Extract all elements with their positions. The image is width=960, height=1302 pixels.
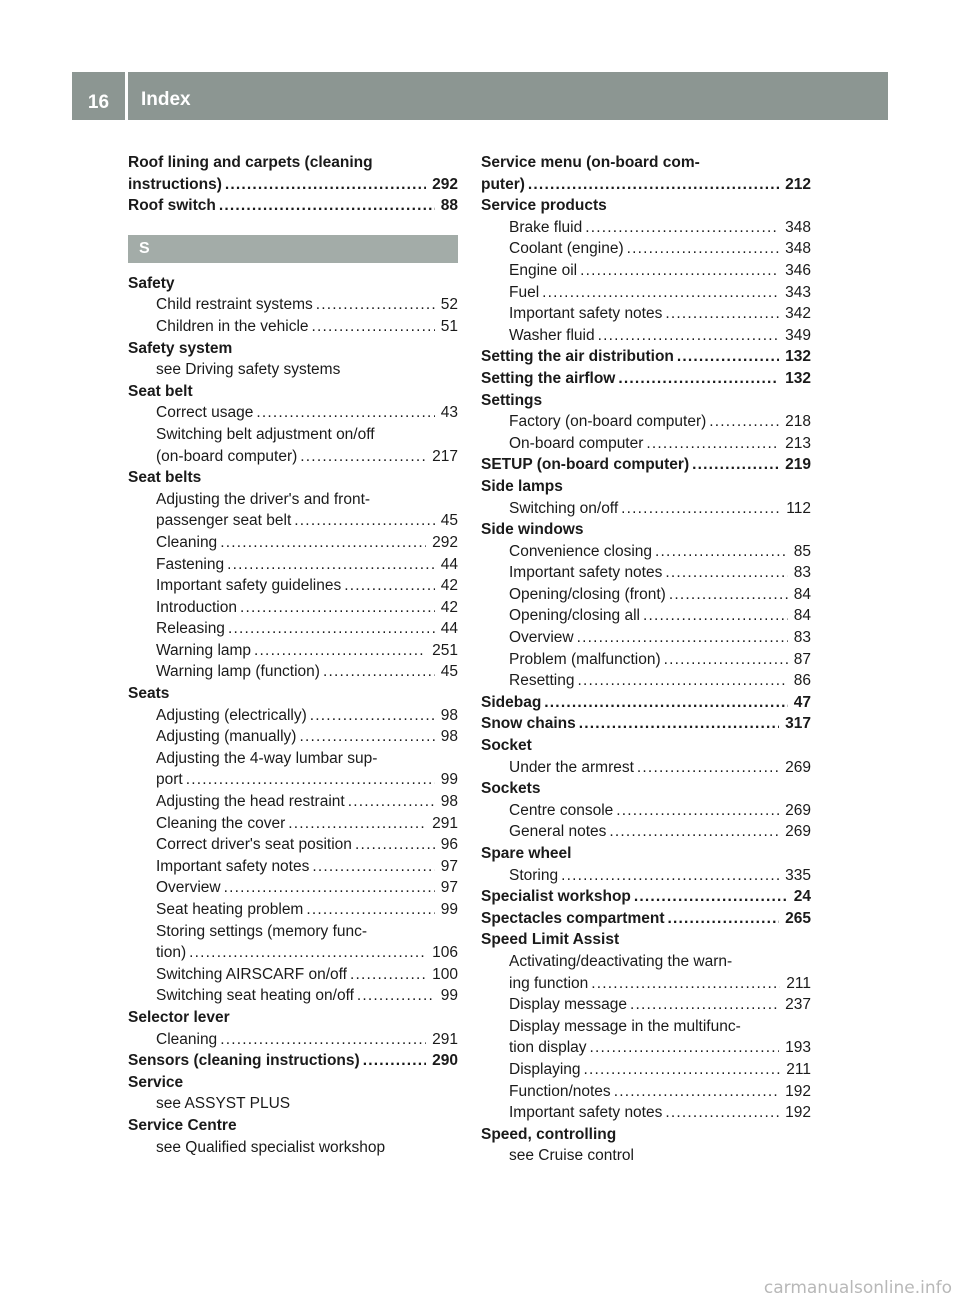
dot-leader: [614, 1081, 779, 1103]
section-letter-bar: S: [128, 235, 458, 263]
entry-text: Opening/closing (front): [509, 585, 666, 603]
page-ref[interactable]: 98: [440, 793, 458, 811]
dot-leader: [306, 899, 434, 921]
index-heading: [481, 454, 811, 476]
entry-text: Correct usage: [156, 404, 254, 422]
index-heading: [128, 195, 458, 217]
dot-leader: [344, 575, 435, 597]
dot-leader: [677, 346, 779, 368]
entry-text: ing function: [509, 974, 589, 992]
dot-leader: [591, 973, 780, 995]
entry-text: Opening/closing all: [509, 607, 640, 625]
entry-text: Important safety notes: [509, 305, 663, 323]
dot-leader: [316, 294, 435, 316]
page-ref[interactable]: 346: [785, 261, 811, 279]
index-subentry: [481, 670, 811, 692]
dot-leader: [630, 994, 779, 1016]
page-title: Index: [128, 72, 888, 120]
entry-text: (on-board computer): [156, 447, 298, 465]
index-heading: Side lamps: [481, 477, 563, 495]
page-ref[interactable]: 42: [440, 577, 458, 595]
entry-text: Brake fluid: [509, 218, 583, 236]
index-subentry: [128, 791, 458, 813]
dot-leader: [544, 692, 787, 714]
index-heading: Sockets: [481, 780, 541, 798]
entry-text: Problem (malfunction): [509, 650, 661, 668]
index-list-top: [128, 152, 458, 217]
index-subentry: see Qualified specialist workshop: [156, 1138, 386, 1156]
page-ref[interactable]: 83: [793, 629, 811, 647]
page-ref[interactable]: 44: [440, 555, 458, 573]
index-subentry: [481, 605, 811, 627]
entry-text: Factory (on-board computer): [509, 413, 707, 431]
page-ref[interactable]: 269: [785, 758, 811, 776]
entry-text: Warning lamp (function): [156, 663, 320, 681]
page-ref[interactable]: 348: [785, 218, 811, 236]
page-ref[interactable]: 291: [432, 1030, 458, 1048]
page-ref[interactable]: 269: [785, 801, 811, 819]
dot-leader: [363, 1050, 426, 1072]
index-heading: Side windows: [481, 521, 584, 539]
index-heading: Roof lining and carpets (cleaning: [128, 154, 373, 171]
index-heading: Safety: [128, 274, 175, 292]
page-ref[interactable]: 237: [785, 996, 811, 1014]
entry-text: Cleaning: [156, 533, 218, 551]
dot-leader: [580, 260, 779, 282]
page-ref[interactable]: 88: [440, 197, 458, 215]
index-subentry: [128, 813, 458, 835]
index-subentry: see ASSYST PLUS: [156, 1095, 291, 1113]
page-ref[interactable]: 44: [440, 620, 458, 638]
dot-leader: [300, 446, 426, 468]
index-subentry: [481, 1081, 811, 1103]
page-ref[interactable]: 192: [785, 1104, 811, 1122]
index-subentry: [481, 584, 811, 606]
page-ref[interactable]: 290: [432, 1052, 458, 1070]
page-ref[interactable]: 211: [786, 974, 811, 992]
index-subentry: [481, 411, 811, 433]
index-heading: [481, 174, 811, 196]
entry-text: Resetting: [509, 672, 575, 690]
page-ref[interactable]: 45: [440, 663, 458, 681]
dot-leader: [590, 1037, 780, 1059]
index-subentry: Activating/deactivating the warn-: [509, 952, 733, 970]
entry-text: Sensors (cleaning instructions): [128, 1052, 360, 1070]
index-subentry: [481, 498, 811, 520]
dot-leader: [350, 964, 426, 986]
page-ref[interactable]: 24: [793, 888, 811, 906]
dot-leader: [665, 562, 787, 584]
entry-text: Convenience closing: [509, 542, 653, 560]
entry-text: Adjusting the head restraint: [156, 793, 345, 811]
dot-leader: [220, 532, 426, 554]
index-subentry: [481, 627, 811, 649]
entry-text: Setting the airflow: [481, 369, 616, 387]
dot-leader: [288, 813, 426, 835]
entry-text: Spectacles compartment: [481, 909, 665, 927]
entry-text: Releasing: [156, 620, 225, 638]
page-ref[interactable]: 112: [786, 499, 811, 517]
entry-text: Introduction: [156, 598, 237, 616]
entry-text: Specialist workshop: [481, 888, 631, 906]
entry-text: Roof switch: [128, 197, 216, 215]
page-ref[interactable]: 99: [440, 987, 458, 1005]
index-subentry: [481, 433, 811, 455]
index-heading: [128, 174, 458, 196]
page-ref[interactable]: 98: [440, 706, 458, 724]
entry-text: Children in the vehicle: [156, 317, 309, 335]
index-subentry: Adjusting the driver's and front-: [156, 490, 371, 508]
dot-leader: [643, 605, 788, 627]
index-subentry: [128, 661, 458, 683]
entry-text: port: [156, 771, 183, 789]
index-heading: [481, 713, 811, 735]
index-subentry: [128, 402, 458, 424]
entry-text: Seat heating problem: [156, 901, 304, 918]
index-heading: [481, 346, 811, 368]
index-subentry: Adjusting the 4-way lumbar sup-: [156, 749, 378, 767]
dot-leader: [254, 640, 426, 662]
index-subentry: [128, 834, 458, 856]
page-ref[interactable]: 84: [793, 585, 811, 603]
page-ref[interactable]: 211: [786, 1060, 811, 1078]
index-subentry: [128, 985, 458, 1007]
entry-text: Important safety guidelines: [156, 577, 342, 595]
entry-text: Snow chains: [481, 715, 576, 733]
page-ref[interactable]: 98: [440, 728, 458, 746]
entry-text: On-board computer: [509, 434, 644, 452]
entry-text: Important safety notes: [156, 857, 310, 875]
entry-text: Storing: [509, 866, 559, 884]
index-heading: Seats: [128, 685, 170, 703]
entry-text: Adjusting (electrically): [156, 706, 307, 724]
index-subentry: [128, 554, 458, 576]
entry-text: General notes: [509, 823, 607, 841]
dot-leader: [584, 1059, 781, 1081]
entry-text: Switching on/off: [509, 499, 619, 517]
page-ref[interactable]: 192: [785, 1082, 811, 1100]
index-subentry: [481, 541, 811, 563]
index-subentry: Switching belt adjustment on/off: [156, 425, 375, 443]
entry-text: Warning lamp: [156, 641, 252, 659]
index-subentry: [128, 1029, 458, 1051]
index-heading: Socket: [481, 737, 532, 755]
dot-leader: [669, 584, 788, 606]
dot-leader: [665, 303, 779, 325]
entry-text: puter): [481, 175, 525, 193]
page-ref[interactable]: 251: [432, 641, 458, 659]
dot-leader: [256, 402, 434, 424]
index-subentry: [481, 238, 811, 260]
index-subentry: [481, 821, 811, 843]
entry-text: Switching AIRSCARF on/off: [156, 965, 347, 983]
page-ref[interactable]: 132: [785, 348, 811, 366]
dot-leader: [240, 597, 435, 619]
entry-text: Function/notes: [509, 1082, 611, 1100]
index-subentry: [128, 769, 458, 791]
page-ref[interactable]: 86: [793, 672, 811, 690]
entry-text: instructions): [128, 175, 222, 193]
page-ref[interactable]: 43: [440, 404, 458, 422]
index-subentry: [128, 640, 458, 662]
entry-text: Adjusting (manually): [156, 728, 297, 746]
page-ref[interactable]: 42: [440, 598, 458, 616]
index-subentry: [128, 532, 458, 554]
dot-leader: [528, 174, 779, 196]
dot-leader: [219, 195, 435, 217]
index-subentry: [128, 899, 458, 921]
page-ref[interactable]: 212: [785, 175, 811, 193]
index-subentry: [128, 726, 458, 748]
page-ref[interactable]: 45: [440, 512, 458, 530]
entry-text: Display message: [509, 996, 628, 1014]
index-subentry: [481, 1037, 811, 1059]
page-ref[interactable]: 106: [432, 944, 458, 962]
index-subentry: [481, 282, 811, 304]
page-ref[interactable]: 96: [440, 836, 458, 854]
dot-leader: [627, 238, 780, 260]
index-heading: [481, 692, 811, 714]
index-subentry: [481, 303, 811, 325]
index-heading: Settings: [481, 391, 543, 409]
dot-leader: [323, 661, 435, 683]
dot-leader: [598, 325, 780, 347]
page-ref[interactable]: 99: [440, 901, 458, 918]
entry-text: Coolant (engine): [509, 240, 624, 258]
entry-text: Engine oil: [509, 261, 578, 279]
index-subentry: [128, 618, 458, 640]
entry-text: tion): [156, 944, 187, 962]
page-ref[interactable]: 83: [793, 564, 811, 582]
dot-leader: [609, 821, 779, 843]
index-subentry: [481, 994, 811, 1016]
entry-text: Setting the air distribution: [481, 348, 674, 366]
entry-text: Fastening: [156, 555, 225, 573]
dot-leader: [227, 554, 435, 576]
page-ref[interactable]: 342: [785, 305, 811, 323]
index-list-right: [481, 152, 811, 1167]
entry-text: Important safety notes: [509, 564, 663, 582]
dot-leader: [312, 856, 434, 878]
index-heading: Selector lever: [128, 1008, 230, 1026]
index-subentry: [128, 942, 458, 964]
dot-leader: [637, 757, 779, 779]
dot-leader: [310, 705, 435, 727]
dot-leader: [616, 800, 779, 822]
entry-text: Important safety notes: [509, 1104, 663, 1122]
entry-text: Correct driver's seat position: [156, 836, 352, 854]
watermark: carmanualsonline.info: [763, 1278, 952, 1298]
index-subentry: [128, 856, 458, 878]
entry-text: Under the armrest: [509, 758, 634, 776]
entry-text: Washer fluid: [509, 326, 595, 344]
left-column: [128, 152, 458, 1158]
page-ref[interactable]: 292: [432, 175, 458, 193]
page-ref[interactable]: 217: [432, 447, 458, 465]
dot-leader: [225, 174, 426, 196]
dot-leader: [561, 865, 779, 887]
index-subentry: [128, 294, 458, 316]
entry-text: Displaying: [509, 1060, 581, 1078]
page-number: 16: [72, 72, 125, 120]
index-heading: Seat belts: [128, 469, 202, 487]
dot-leader: [186, 769, 435, 791]
index-heading: Service menu (on-board com-: [481, 154, 700, 171]
dot-leader: [220, 1029, 426, 1051]
index-subentry: [481, 865, 811, 887]
index-subentry: [481, 800, 811, 822]
page-ref[interactable]: 218: [785, 413, 811, 431]
index-subentry: [481, 260, 811, 282]
index-subentry: [128, 705, 458, 727]
page-ref[interactable]: 343: [785, 283, 811, 301]
page-ref[interactable]: 100: [432, 965, 458, 983]
dot-leader: [294, 510, 434, 532]
index-subentry: see Cruise control: [509, 1147, 634, 1165]
page-ref[interactable]: 84: [793, 607, 811, 625]
dot-leader: [355, 834, 435, 856]
dot-leader: [542, 282, 779, 304]
page-ref[interactable]: 348: [785, 240, 811, 258]
page-ref[interactable]: 97: [440, 879, 458, 897]
index-subentry: [128, 316, 458, 338]
index-subentry: [128, 964, 458, 986]
index-subentry: [481, 649, 811, 671]
index-heading: Safety system: [128, 339, 233, 357]
page-ref[interactable]: 52: [440, 296, 458, 314]
entry-text: Centre console: [509, 801, 614, 819]
entry-text: Switching seat heating on/off: [156, 987, 354, 1005]
page-ref[interactable]: 292: [432, 533, 458, 551]
index-heading: Seat belt: [128, 382, 193, 400]
index-subentry: [481, 1059, 811, 1081]
page-ref[interactable]: 291: [432, 814, 458, 832]
index-subentry: [481, 1102, 811, 1124]
page-ref[interactable]: 349: [785, 326, 811, 344]
index-subentry: [128, 877, 458, 899]
dot-leader: [621, 498, 780, 520]
dot-leader: [665, 1102, 779, 1124]
index-heading: Speed Limit Assist: [481, 931, 620, 949]
index-subentry: [481, 562, 811, 584]
dot-leader: [634, 886, 788, 908]
dot-leader: [312, 316, 435, 338]
index-subentry: [128, 446, 458, 468]
index-heading: [128, 1050, 458, 1072]
entry-text: tion display: [509, 1039, 587, 1057]
index-subentry: see Driving safety systems: [156, 361, 341, 379]
page-ref[interactable]: 213: [785, 434, 811, 452]
index-subentry: [481, 973, 811, 995]
page-ref[interactable]: 193: [785, 1039, 811, 1057]
entry-text: Cleaning the cover: [156, 814, 286, 832]
index-subentry: Storing settings (memory func-: [156, 922, 368, 940]
index-subentry: [481, 757, 811, 779]
dot-leader: [692, 454, 779, 476]
right-column: [481, 152, 811, 1167]
index-subentry: [481, 325, 811, 347]
index-heading: [481, 908, 811, 930]
index-heading: [481, 886, 811, 908]
index-list-s: [128, 273, 458, 1158]
index-subentry: Display message in the multifunc-: [509, 1017, 741, 1035]
dot-leader: [709, 411, 779, 433]
page-ref[interactable]: 51: [440, 317, 458, 335]
dot-leader: [668, 908, 780, 930]
entry-text: Overview: [156, 879, 221, 897]
dot-leader: [618, 368, 779, 390]
dot-leader: [228, 618, 435, 640]
entry-text: Cleaning: [156, 1030, 218, 1048]
dot-leader: [585, 217, 779, 239]
dot-leader: [579, 713, 779, 735]
entry-text: Fuel: [509, 283, 540, 301]
page-ref[interactable]: 99: [440, 771, 458, 789]
page-ref[interactable]: 47: [793, 693, 811, 711]
index-heading: Spare wheel: [481, 845, 572, 862]
page-ref[interactable]: 265: [785, 909, 811, 927]
dot-leader: [646, 433, 779, 455]
index-subentry: [128, 510, 458, 532]
index-subentry: [481, 217, 811, 239]
entry-text: Sidebag: [481, 693, 542, 711]
dot-leader: [348, 791, 435, 813]
dot-leader: [357, 985, 435, 1007]
index-subentry: [128, 597, 458, 619]
entry-text: passenger seat belt: [156, 512, 292, 530]
index-heading: Speed, controlling: [481, 1125, 617, 1143]
page-ref[interactable]: 317: [785, 715, 811, 733]
entry-text: Child restraint systems: [156, 296, 313, 314]
dot-leader: [577, 670, 787, 692]
entry-text: SETUP (on-board computer): [481, 456, 690, 474]
index-subentry: [128, 575, 458, 597]
page-ref[interactable]: 335: [785, 866, 811, 884]
page-ref[interactable]: 97: [440, 857, 458, 875]
index-heading: [481, 368, 811, 390]
index-heading: Service products: [481, 197, 607, 215]
page-ref[interactable]: 269: [785, 823, 811, 841]
page-ref[interactable]: 87: [793, 650, 811, 668]
dot-leader: [224, 877, 435, 899]
index-heading: Service: [128, 1073, 184, 1091]
dot-leader: [664, 649, 788, 671]
dot-leader: [577, 627, 788, 649]
index-heading: Service Centre: [128, 1116, 237, 1134]
dot-leader: [189, 942, 426, 964]
entry-text: Overview: [509, 629, 574, 647]
dot-leader: [655, 541, 788, 563]
page-ref[interactable]: 85: [793, 542, 811, 560]
dot-leader: [299, 726, 434, 748]
page-ref[interactable]: 132: [785, 369, 811, 387]
page-ref[interactable]: 219: [785, 456, 811, 474]
